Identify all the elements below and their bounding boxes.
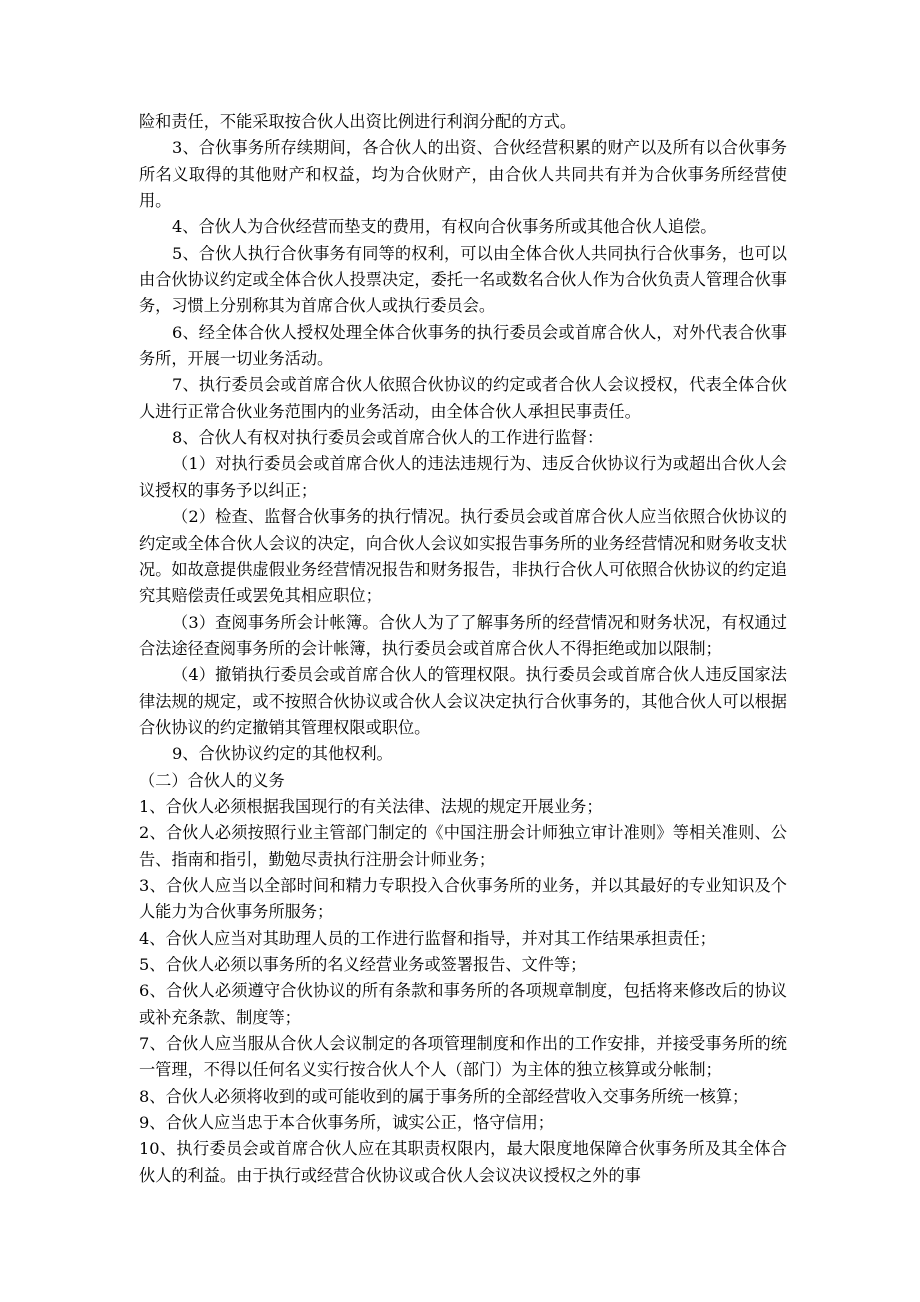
list-item: 10、执行委员会或首席合伙人应在其职责权限内，最大限度地保障合伙事务所及其全体合伙人的利益。由于执行或经营合伙协议或合伙人会议决议授权之外的事 bbox=[139, 1139, 787, 1185]
paragraph: 7、执行委员会或首席合伙人依照合伙协议的约定或者合伙人会议授权，代表全体合伙人进行正常合伙业务范围内的业务活动，由全体合伙人承担民事责任。 bbox=[139, 375, 787, 421]
list-item: 5、合伙人必须以事务所的名义经营业务或签署报告、文件等； bbox=[139, 955, 587, 974]
paragraph: 4、合伙人为合伙经营而垫支的费用，有权向合伙事务所或其他合伙人追偿。 bbox=[172, 217, 717, 237]
paragraph: 8、合伙人有权对执行委员会或首席合伙人的工作进行监督： bbox=[172, 428, 604, 448]
list-item: 6、合伙人必须遵守合伙协议的所有条款和事务所的各项规章制度，包括将来修改后的协议或补充条款、制度等； bbox=[139, 981, 787, 1027]
list-item: 4、合伙人应当对其助理人员的工作进行监督和指导，并对其工作结果承担责任； bbox=[139, 928, 716, 948]
paragraph: （4）撤销执行委员会或首席合伙人的管理权限。执行委员会或首席合伙人违反国家法律法规的规定，或不按照合伙协议或合伙人会议决定执行合伙事务的，其他合伙人可以根据合伙协议的约定撤销其管理权限或职位。 bbox=[139, 665, 787, 737]
list-item: 3、合伙人应当以全部时间和精力专职投入合伙事务所的业务，并以其最好的专业知识及个人能力为合伙事务所服务； bbox=[139, 875, 787, 922]
paragraph: （3）查阅事务所会计帐簿。合伙人为了了解事务所的经营情况和财务状况，有权通过合法途径查阅事务所的会计帐簿，执行委员会或首席合伙人不得拒绝或加以限制； bbox=[139, 612, 787, 658]
list-item: 7、合伙人应当服从合伙人会议制定的各项管理制度和作出的工作安排，并接受事务所的统一管理，不得以任何名义实行按合伙人个人（部门）为主体的独立核算或分帐制； bbox=[139, 1034, 787, 1080]
paragraph: 险和责任，不能采取按合伙人出资比例进行利润分配的方式。 bbox=[139, 112, 577, 131]
paragraph: 3、合伙事务所存续期间，各合伙人的出资、合伙经营积累的财产以及所有以合伙事务所名义取得的其他财产和权益，均为合伙财产，由合伙人共同共有并为合伙事务所经营使用。 bbox=[139, 138, 787, 211]
paragraph: （2）检查、监督合伙事务的执行情况。执行委员会或首席合伙人应当依照合伙协议的约定或全体合伙人会议的决定，向合伙人会议如实报告事务所的业务经营情况和财务收支状况。如故意提供虚假业务经营情况报告和财务报告，非执行合伙人可依照合伙协议的约定追究其赔偿责任或罢免其相应职位； bbox=[139, 507, 787, 606]
list-item: 8、合伙人必须将收到的或可能收到的属于事务所的全部经营收入交事务所统一核算； bbox=[139, 1086, 749, 1106]
section-heading: （二）合伙人的义务 bbox=[139, 770, 285, 790]
list-item: 9、合伙人应当忠于本合伙事务所，诚实公正，恪守信用； bbox=[139, 1113, 554, 1133]
document-body bbox=[139, 109, 787, 1189]
paragraph: 5、合伙人执行合伙事务有同等的权利，可以由全体合伙人共同执行合伙事务，也可以由合伙协议约定或全体合伙人投票决定，委托一名或数名合伙人作为合伙负责人管理合伙事务，习惯上分别称其为首席合伙人或执行委员会。 bbox=[139, 243, 787, 316]
paragraph: 9、合伙协议约定的其他权利。 bbox=[172, 744, 393, 764]
list-item: 1、合伙人必须根据我国现行的有关法律、法规的规定开展业务； bbox=[139, 796, 603, 816]
list-item: 2、合伙人必须按照行业主管部门制定的《中国注册会计师独立审计准则》等相关准则、公告、指南和指引，勤勉尽责执行注册会计师业务； bbox=[139, 823, 787, 869]
paragraph: 6、经全体合伙人授权处理全体合伙事务的执行委员会或首席合伙人，对外代表合伙事务所，开展一切业务活动。 bbox=[139, 322, 787, 369]
paragraph: （1）对执行委员会或首席合伙人的违法违规行为、违反合伙协议行为或超出合伙人会议授权的事务予以纠正； bbox=[139, 454, 787, 500]
